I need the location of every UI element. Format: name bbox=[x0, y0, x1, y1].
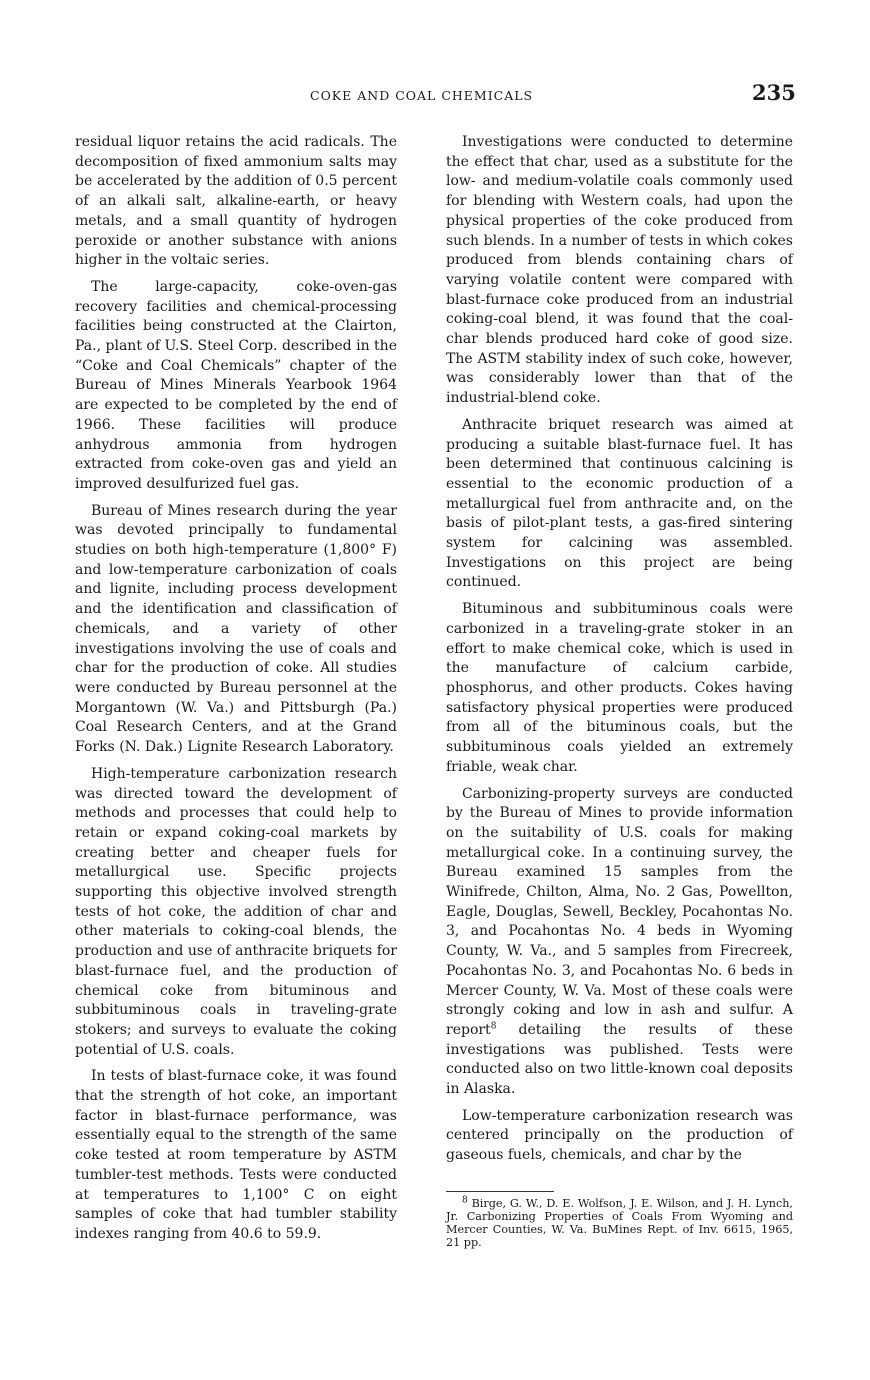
running-head: COKE AND COAL CHEMICALS bbox=[310, 88, 534, 103]
footnote-mark: 8 bbox=[462, 1195, 468, 1206]
paragraph-carbonizing-surveys bbox=[446, 785, 793, 1100]
footnote bbox=[446, 1197, 793, 1250]
survey-text-start: Carbonizing-property surveys are conducted by the Bureau of Mines to provide information on the suitability of U.S. coals for making metallurgical coke. In a continuing survey, the Bureau examined 15 samples from the Winifrede, Chilton, Alma, No. 2 Gas, Powellton, Eagle, Douglas, Sewell, Beckley, Pocahontas No. 3, and Pocahontas No. 4 beds in Wyoming County, W. Va., and 5 samples from Firecreek, Pocahontas No. 3, and Pocahontas No. 6 beds in Mercer County, W. Va. Most of these coals were strongly coking and low in ash and sulfur. A report bbox=[446, 785, 793, 1038]
paragraph-bureau-research: Bureau of Mines research during the year was devoted principally to fundamental studies on both high-temperature (1,800° F) and low-temperature carbonization of coals and lignite, including process development and the identification and classification of chemicals, and a variety of other investigations involving the use of coals and char for the production of coke. All studies were conducted by Bureau personnel at the Morgantown (W. Va.) and Pittsburgh (Pa.) Coal Research Centers, and at the Grand Forks (N. Dak.) Lignite Research Laboratory. bbox=[75, 502, 397, 756]
paragraph-anthracite-briquet: Anthracite briquet research was aimed at producing a suitable blast-furnace fuel. It has been determined that continuous calcining is essential to the economic production of a metallurgical fuel from anthracite and, on the basis of pilot-plant tests, a gas-fired sintering system for calcining was assembled. Investigations on this project are being continued. bbox=[446, 416, 793, 591]
paragraph-blast-furnace-tests: In tests of blast-furnace coke, it was found that the strength of hot coke, an important factor in blast-furnace performance, was essentially equal to the strength of the same coke tested at room temperature by ASTM tumbler-test methods. Tests were conducted at temperatures to 1,100° C on eight samples of coke that had tumbler stability indexes ranging from 40.6 to 59.9. bbox=[75, 1068, 397, 1242]
paragraph-clairton-facilities: The large-capacity, coke-oven-gas recovery facilities and chemical-processing facilities being constructed at the Clairton, Pa., plant of U.S. Steel Corp. described in the “Coke and Coal Chemicals” chapter of the Bureau of Mines Minerals Yearbook 1964 are expected to be completed by the end of 1966. These facilities will produce anhydrous ammonia from hydrogen extracted from coke-oven gas and yield an improved desulfurized fuel gas. bbox=[75, 278, 397, 492]
survey-text-end: detailing the results of these investigations was published. Tests were conducted also on two little-known coal deposits in Alaska. bbox=[446, 1021, 793, 1098]
paragraph-low-temperature: Low-temperature carbonization research was centered principally on the production of gaseous fuels, chemicals, and char by the bbox=[446, 1107, 793, 1164]
page-number: 235 bbox=[752, 80, 796, 105]
paragraph-high-temperature: High-temperature carbonization research was directed toward the development of methods and processes that could help to retain or expand coking-coal markets by creating better and cheaper fuels for metallurgical use. Specific projects supporting this objective involved strength tests of hot coke, the addition of char and other materials to coking-coal blends, the production and use of anthracite briquets for blast-furnace fuel, and the production of chemical coke from bituminous and subbituminous coals in traveling-grate stokers; and surveys to evaluate the coking potential of U.S. coals. bbox=[75, 765, 397, 1058]
footnote-divider bbox=[446, 1191, 554, 1192]
footnote-reference[interactable]: 8 bbox=[490, 1021, 497, 1032]
paragraph-traveling-grate: Bituminous and subbituminous coals were carbonized in a traveling-grate stoker in an effort to make chemical coke, which is used in the manufacture of calcium carbide, phosphorus, and other products. Cokes having satisfactory physical properties were produced from all of the bituminous coals, but the subbituminous coals yielded an extremely friable, weak char. bbox=[446, 601, 793, 775]
left-column bbox=[75, 133, 397, 1252]
paragraph-char-investigations: Investigations were conducted to determine the effect that char, used as a substitute for the low- and medium-volatile coals commonly used for blending with Western coals, had upon the physical properties of the coke produced from such blends. In a number of tests in which cokes produced from blends containing chars of varying volatile content were compared with blast-furnace coke produced from an industrial coking-coal blend, it was found that the coal-char blends produced hard coke of good size. The ASTM stability index of such coke, however, was considerably lower than that of the industrial-blend coke. bbox=[446, 134, 793, 407]
paragraph-residual-liquor: residual liquor retains the acid radicals. The decomposition of fixed ammonium salts may be accelerated by the addition of 0.5 percent of an alkali salt, alkaline-earth, or heavy metals, and a small quantity of hydrogen peroxide or another substance with anions higher in the voltaic series. bbox=[75, 134, 397, 269]
right-column bbox=[446, 133, 793, 1257]
footnote-text: Birge, G. W., D. E. Wolfson, J. E. Wilson, and J. H. Lynch, Jr. Carbonizing Properties of Coals From Wyoming and Mercer Counties, W. Va. BuMines Rept. of Inv. 6615, 1965, 21 pp. bbox=[446, 1196, 793, 1250]
